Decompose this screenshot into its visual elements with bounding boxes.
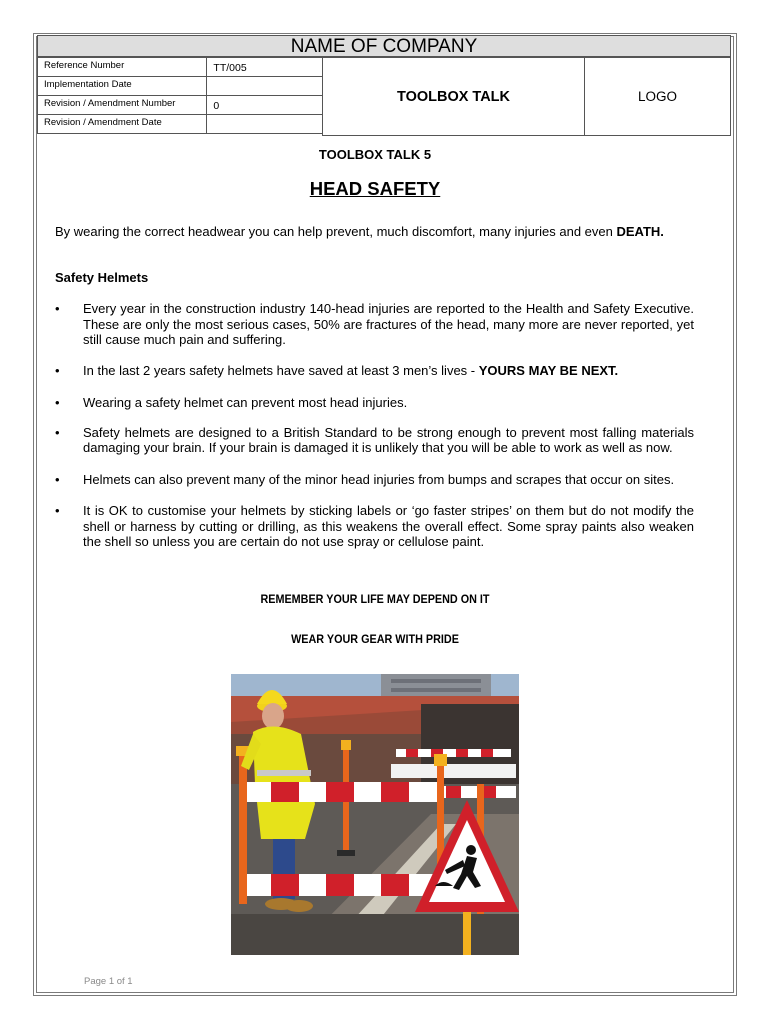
list-item	[55, 503, 694, 550]
bullet-icon: •	[55, 424, 60, 440]
bullet-icon: •	[55, 471, 60, 487]
bullet-icon: •	[55, 362, 60, 378]
bullet-text: It is OK to customise your helmets by sticking labels or ‘go faster stripes’ on them but do not modify the shell or harness by cutting or drilling, as this weakens the overall effect. Some spray paints also weaken the shell so unless you are certain do not use spray or cellulose paint.	[83, 503, 694, 549]
reference-number-value: TT/005	[207, 58, 323, 77]
bullet-text: Safety helmets are designed to a British Standard to be strong enough to prevent most falling materials damaging your brain. If your brain is damaged it is unlikely that you will be able to work as well as now.	[83, 424, 694, 455]
safety-photo	[231, 674, 519, 955]
toolbox-talk-header	[322, 57, 585, 136]
intro-paragraph	[55, 224, 694, 240]
table-row	[38, 115, 323, 134]
list-item	[55, 363, 694, 379]
bullet-icon: •	[55, 395, 60, 410]
bullet-text: Helmets can also prevent many of the minor head injuries from bumps and scrapes that occur on sites.	[83, 471, 675, 487]
list-item	[55, 395, 694, 411]
talk-number: TOOLBOX TALK 5	[318, 147, 432, 162]
slogan-remember: REMEMBER YOUR LIFE MAY DEPEND ON IT	[260, 592, 490, 606]
page-title: HEAD SAFETY	[309, 178, 441, 199]
reference-number-label: Reference Number	[38, 58, 207, 77]
company-name: NAME OF COMPANY	[37, 35, 731, 57]
table-row	[38, 96, 323, 115]
bullet-text: In the last 2 years safety helmets have saved at least 3 men’s lives -	[83, 362, 479, 378]
table-row	[38, 77, 323, 96]
slogan-wear: WEAR YOUR GEAR WITH PRIDE	[291, 632, 459, 646]
list-item	[55, 301, 694, 348]
bullet-icon: •	[55, 503, 60, 518]
intro-emphasis: DEATH.	[616, 224, 664, 239]
implementation-date-label: Implementation Date	[38, 77, 207, 96]
bullet-emphasis: YOURS MAY BE NEXT.	[478, 362, 619, 378]
page-number: Page 1 of 1	[84, 976, 133, 987]
revision-number-label: Revision / Amendment Number	[38, 96, 207, 115]
revision-date-label: Revision / Amendment Date	[38, 115, 207, 134]
implementation-date-value	[207, 77, 323, 96]
bullet-text: Wearing a safety helmet can prevent most head injuries.	[83, 395, 408, 410]
revision-number-value: 0	[207, 96, 323, 115]
bullet-text: Every year in the construction industry 140-head injuries are reported to the Health and Safety Executive. These are only the most serious cases, 50% are fractures of the head, many more are never reported, yet still cause much pain and suffering.	[83, 301, 694, 347]
section-heading: Safety Helmets	[55, 270, 149, 285]
revision-date-value	[207, 115, 323, 134]
bullet-list	[55, 301, 694, 550]
logo-placeholder	[584, 57, 731, 136]
toolbox-talk-label: TOOLBOX TALK	[396, 88, 511, 105]
list-item	[55, 425, 694, 456]
bullet-icon: •	[55, 301, 60, 316]
logo-label: LOGO	[637, 89, 677, 104]
intro-text: By wearing the correct headwear you can help prevent, much discomfort, many injuries and even	[55, 224, 617, 239]
document-info-table	[37, 57, 323, 134]
table-row	[38, 58, 323, 77]
worker-with-barriers-illustration	[231, 674, 519, 955]
list-item	[55, 472, 694, 488]
